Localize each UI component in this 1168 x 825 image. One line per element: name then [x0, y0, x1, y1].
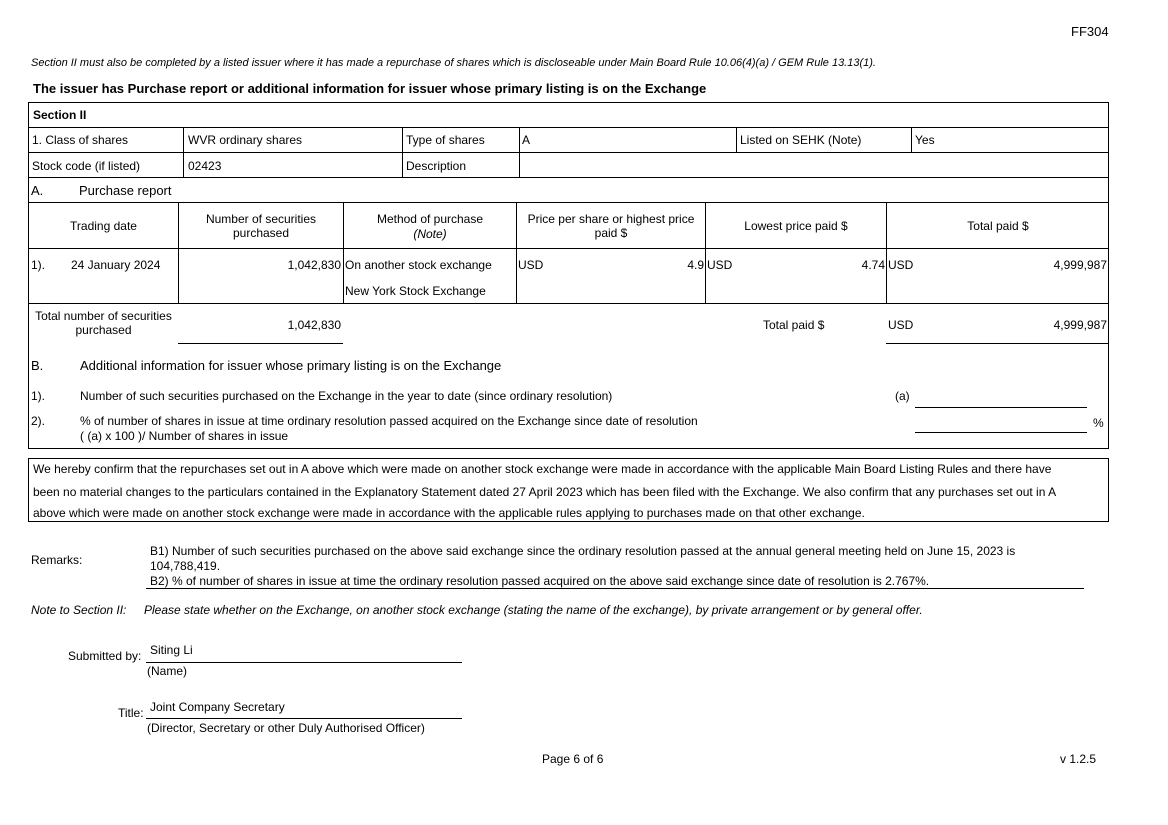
- row-price-value: 4.9: [687, 258, 704, 272]
- divider: [178, 202, 179, 303]
- header-method-note: (Note): [413, 227, 447, 241]
- confirmation-line-3: above which were made on another stock exchange were made in accordance with the applicable rules applying to purchases made on that other exchange.: [33, 506, 865, 520]
- divider: [705, 202, 706, 303]
- page-heading: The issuer has Purchase report or additional information for issuer whose primary listing is on the Exchange: [33, 81, 707, 96]
- item2-text: % of number of shares in issue at time ordinary resolution passed acquired on the Exchange since date of resolution: [80, 414, 698, 428]
- section-b-title: Additional information for issuer whose primary listing is on the Exchange: [80, 358, 502, 373]
- header-total-paid: Total paid $: [967, 219, 1029, 233]
- divider: [402, 127, 403, 177]
- underline: [146, 718, 462, 719]
- divider: [886, 202, 887, 303]
- divider: [28, 202, 1109, 203]
- section-title: Section II: [33, 108, 87, 122]
- row-price-currency: USD: [518, 258, 544, 272]
- header-method: Method of purchase: [376, 212, 484, 226]
- remarks-b1: B1) Number of such securities purchased on the above said exchange since the ordinary resolution passed at the annual general meeting held on June 15, 2023 is: [150, 544, 1016, 558]
- divider: [28, 177, 1109, 178]
- header-lowest-price: Lowest price paid $: [744, 219, 848, 233]
- row-total-value: 4,999,987: [1053, 258, 1107, 272]
- header-number-of-securities: Number of securities purchased: [205, 212, 317, 240]
- total-paid-label: Total paid $: [763, 318, 825, 332]
- header-price: Price per share or highest price paid $: [527, 212, 695, 240]
- section-a-title: Purchase report: [79, 183, 172, 198]
- divider: [28, 127, 1109, 128]
- row-exchange: New York Stock Exchange: [345, 284, 486, 298]
- remarks-b2: B2) % of number of shares in issue at time the ordinary resolution passed acquired on the above said exchange since date of resolution is 2.767%.: [150, 574, 930, 588]
- note-label: Note to Section II:: [31, 603, 127, 617]
- confirmation-line-1: We hereby confirm that the repurchases set out in A above which were made on another stock exchange were made in accordance with the applicable Main Board Listing Rules and there have: [33, 462, 1052, 476]
- listed-label: Listed on SEHK (Note): [740, 133, 862, 147]
- divider: [28, 152, 1109, 153]
- stock-code-label: Stock code (if listed): [32, 159, 141, 173]
- version: v 1.2.5: [1060, 752, 1097, 766]
- row-number: 1,042,830: [287, 258, 341, 272]
- item2-blank: [915, 432, 1087, 433]
- item1-blank: [915, 407, 1087, 408]
- stock-code-value: 02423: [188, 159, 222, 173]
- underline: [146, 662, 462, 663]
- item2-formula: ( (a) x 100 )/ Number of shares in issue: [80, 429, 289, 443]
- page-number: Page 6 of 6: [542, 752, 604, 766]
- row-method: On another stock exchange: [345, 258, 492, 272]
- header-trading-date: Trading date: [70, 219, 137, 233]
- underline: [886, 343, 1109, 344]
- divider: [28, 248, 1109, 249]
- total-securities-label: Total number of securities purchased: [35, 309, 172, 337]
- divider: [183, 127, 184, 177]
- type-of-shares-label: Type of shares: [406, 133, 485, 147]
- confirmation-line-2: been no material changes to the particulars contained in the Explanatory Statement dated 27 April 2023 which has been filed with the Exchange. We also confirm that any purchases set out in A: [33, 485, 1057, 499]
- listed-value: Yes: [915, 133, 935, 147]
- item1-tag: (a): [895, 389, 910, 403]
- underline: [146, 588, 1084, 589]
- form-code: FF304: [1071, 24, 1109, 39]
- submitter-name: Siting Li: [150, 643, 193, 657]
- divider: [736, 127, 737, 152]
- submitter-title: Joint Company Secretary: [150, 700, 285, 714]
- divider: [519, 127, 520, 177]
- total-securities-value: 1,042,830: [287, 318, 341, 332]
- name-caption: (Name): [147, 664, 188, 678]
- submitted-by-label: Submitted by:: [68, 649, 142, 663]
- row-lowest-value: 4.74: [861, 258, 885, 272]
- row-trading-date: 24 January 2024: [71, 258, 161, 272]
- item2-unit: %: [1093, 416, 1104, 430]
- total-paid-currency: USD: [888, 318, 914, 332]
- note-text: Please state whether on the Exchange, on another stock exchange (stating the name of the exchange), by private arrangement or by general offer.: [144, 603, 923, 617]
- total-paid-value: 4,999,987: [1053, 318, 1107, 332]
- remarks-label: Remarks:: [31, 553, 83, 567]
- section-b-letter: B.: [31, 358, 44, 373]
- type-of-shares-value: A: [522, 133, 531, 147]
- divider: [911, 127, 912, 152]
- remarks-b1-value: 104,788,419.: [150, 559, 221, 573]
- row-index: 1).: [31, 258, 46, 272]
- item1-index: 1).: [31, 389, 46, 403]
- class-of-shares-label: 1. Class of shares: [32, 133, 129, 147]
- title-label: Title:: [118, 706, 144, 720]
- title-caption: (Director, Secretary or other Duly Authorised Officer): [147, 721, 425, 735]
- divider: [516, 202, 517, 303]
- row-total-currency: USD: [888, 258, 914, 272]
- item1-text: Number of such securities purchased on the Exchange in the year to date (since ordinary resolution): [80, 389, 613, 403]
- divider: [28, 303, 1109, 304]
- underline: [178, 343, 343, 344]
- row-lowest-currency: USD: [707, 258, 733, 272]
- description-label: Description: [406, 159, 467, 173]
- class-of-shares-value: WVR ordinary shares: [188, 133, 303, 147]
- intro-note: Section II must also be completed by a listed issuer where it has made a repurchase of shares which is discloseable under Main Board Rule 10.06(4)(a) / GEM Rule 13.13(1).: [31, 57, 876, 69]
- item2-index: 2).: [31, 414, 46, 428]
- section-a-letter: A.: [31, 183, 44, 198]
